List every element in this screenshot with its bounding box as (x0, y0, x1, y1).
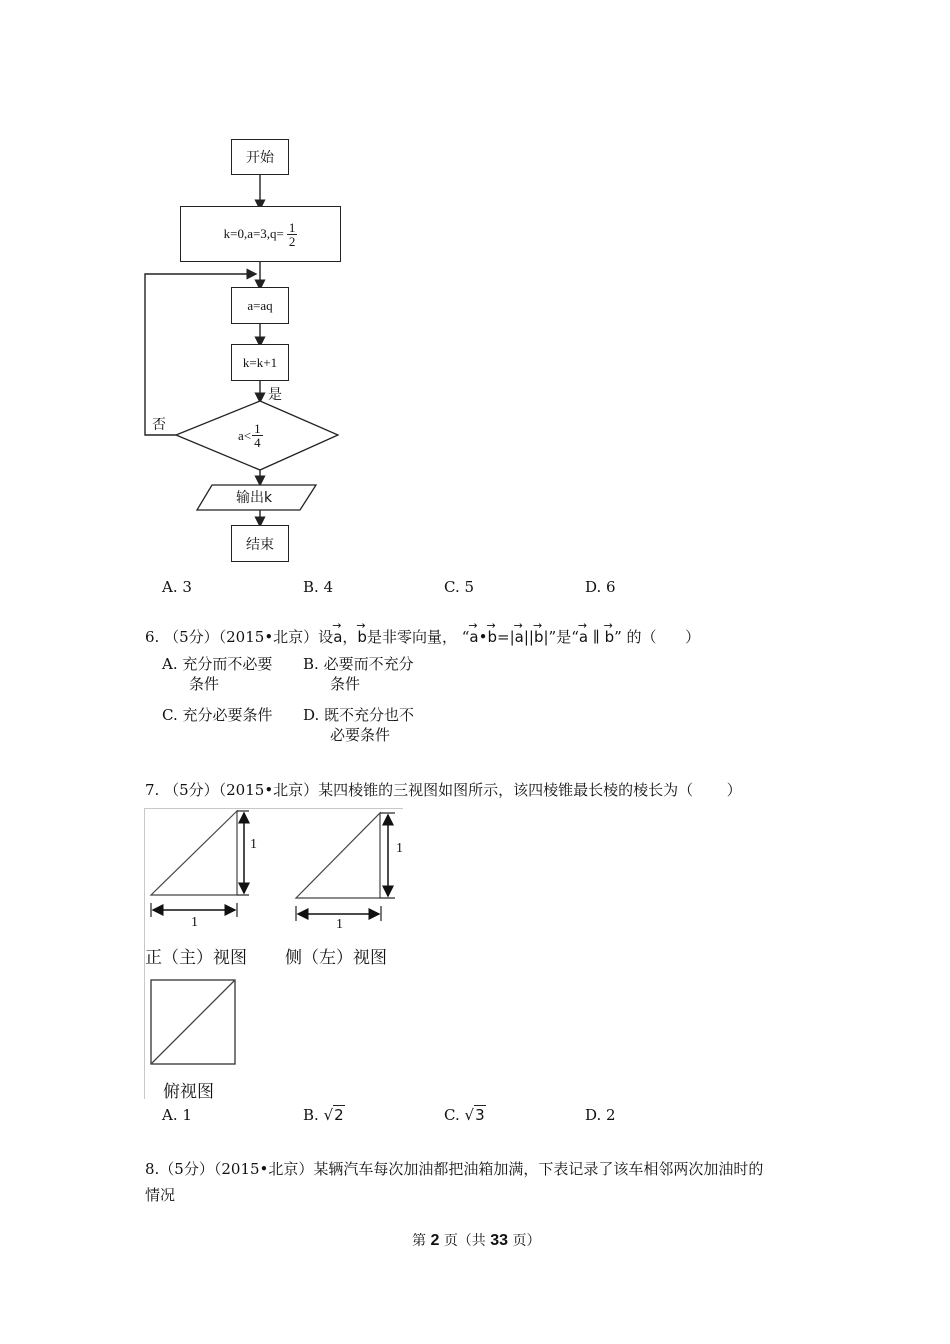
front-width-dim: 1 (191, 915, 198, 930)
three-view-figure (144, 808, 403, 1102)
current-page: 2 (430, 1232, 440, 1249)
q5-option-d[interactable]: D. 6 (585, 578, 616, 596)
q7-option-c[interactable]: C. √3 (444, 1106, 485, 1124)
no-label: 否 (152, 417, 166, 433)
total-pages: 33 (490, 1232, 509, 1249)
q7-option-b[interactable]: B. √2 (303, 1106, 344, 1124)
front-view-label: 正（主）视图 (145, 948, 247, 968)
condition-fraction: $\frac{1}{4}$ (254, 421, 261, 450)
sqrt-symbol: √2 (323, 1106, 344, 1124)
q6-option-b[interactable]: B. 必要而不充分 条件 (303, 655, 414, 693)
q5-option-b[interactable]: B. 4 (303, 578, 334, 596)
flowchart-step-k: k=k+1 (231, 344, 289, 381)
init-fraction: $\frac{1}{2}$ (288, 219, 296, 249)
parallel-symbol: ∥ (592, 628, 600, 646)
side-width-dim: 1 (336, 917, 343, 932)
flowchart-end: 结束 (231, 525, 289, 562)
q7-option-d[interactable]: D. 2 (585, 1106, 616, 1124)
front-height-dim: 1 (250, 837, 257, 852)
q6-option-a[interactable]: A. 充分而不必要 条件 (162, 655, 273, 693)
q7-option-a[interactable]: A. 1 (162, 1106, 192, 1124)
side-view-label: 侧（左）视图 (285, 948, 387, 968)
page-footer: 第 2 页（共 33 页） (412, 1232, 541, 1249)
q6-option-d[interactable]: D. 既不充分也不 必要条件 (303, 706, 415, 744)
q5-option-c[interactable]: C. 5 (444, 578, 475, 596)
q8-stem: 8.（5分）（2015•北京）某辆汽车每次加油都把油箱加满，下表记录了该车相邻两次加油时的 情况 (145, 1160, 764, 1204)
top-view-label: 俯视图 (163, 1082, 214, 1102)
flowchart-init (180, 206, 341, 262)
vector-a: → a (333, 627, 342, 647)
vector-b: → b (357, 627, 367, 647)
side-height-dim: 1 (396, 841, 403, 856)
sqrt-symbol: √3 (464, 1106, 485, 1124)
yes-label: 是 (268, 387, 282, 403)
flowchart-step-a: a=aq (231, 287, 289, 324)
flowchart-start (231, 139, 289, 175)
init-text: k=0,a=3,q= (223, 226, 284, 241)
q6-option-c[interactable]: C. 充分必要条件 (162, 706, 273, 724)
q7-stem: 7. （5分）（2015•北京）某四棱锥的三视图如图所示，该四棱锥最长棱的棱长为（ ） (145, 781, 742, 799)
q6-stem: 6. （5分）（2015•北京）设→ a，→ b是非零向量， “→ a•→ b=|→ a||→ b|”是“→ a ∥ → b” 的（ ） (145, 627, 700, 647)
flowchart-condition: a< $\frac{1}{4}$ (238, 421, 261, 450)
flowchart-output: 输出k (236, 490, 273, 506)
q5-option-a[interactable]: A. 3 (162, 578, 192, 596)
start-label: 开始 (246, 150, 274, 166)
